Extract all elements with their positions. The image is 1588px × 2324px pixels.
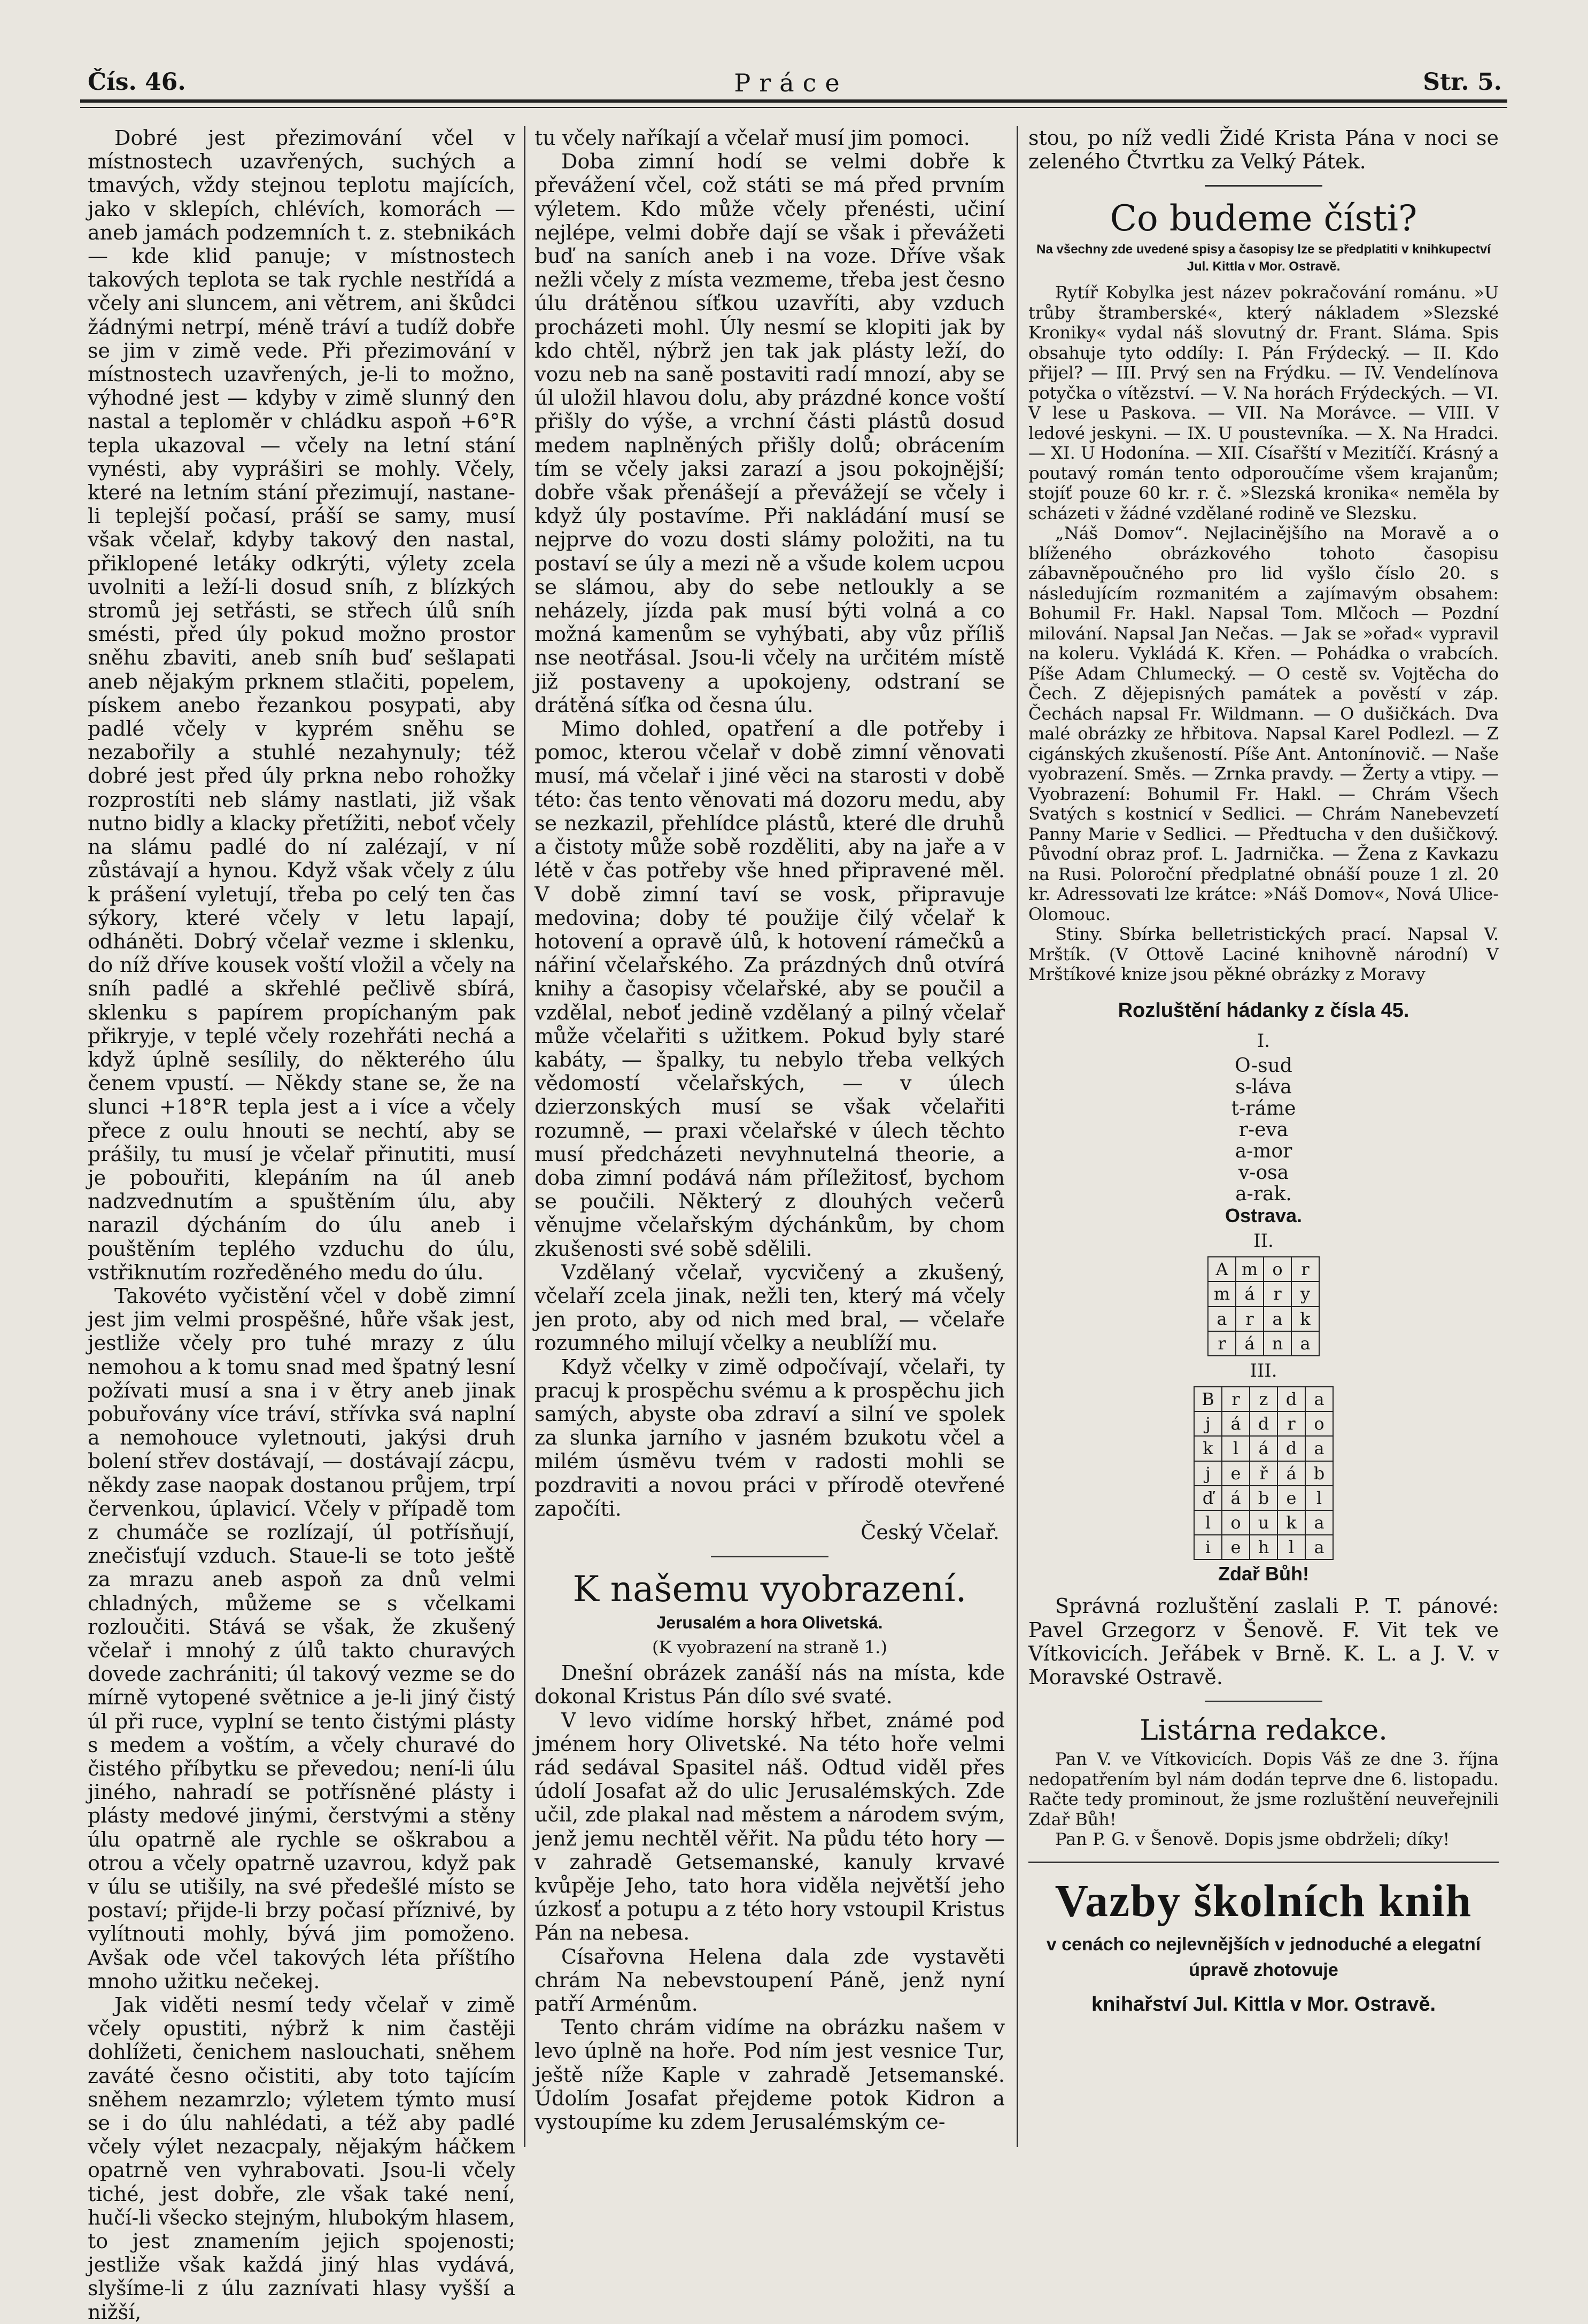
- col2-paragraph: tu včely naříkají a včelař musí jim pomoci.: [535, 126, 970, 150]
- grid-cell: a: [1208, 1307, 1236, 1331]
- grid-cell: d: [1250, 1411, 1277, 1436]
- book-entry: Rytíř Kobylka jest název pokračování románu. »U trůby štramberské«, který nákladem »Slezské Kroniky« vydal náš slovutný dr. Frant. Sláma. Spis obsahuje tyto oddíly: I. Pán Frýdecký. — II. Kdo přijel? — III. Prvý sen na Frýdku. — IV. Vendelínova potyčka o vítězství. — V. Na horách Frýdeckých. — VI. V lese u Paskova. — VII. Na Morávce. — VIII. V ledové jeskyni. — IX. U poustevníka. — X. Na Hradci. — XI. U Hodonína. — XII. Císařští v Mezitíčí. Krásný a poutavý román tento odporoučíme všem krajanům; stojíť pouze 60 kr. r. č. »Slezská kronika« neměla by scházeti v žádné vzdělané rodině ve Slezsku.: [1028, 282, 1499, 523]
- grid-cell: a: [1264, 1307, 1291, 1331]
- col3-intro: stou, po níž vedli Židé Krista Pána v noci se zeleného Čtvrtku za Velký Pátek.: [1028, 126, 1499, 174]
- grid-cell: B: [1194, 1387, 1222, 1411]
- col2-paragraph: Doba zimní hodí se velmi dobře k převážení včel, což státi se má před prvním výletem. Kdo může včely přenésti, učiní nejlépe, velmi dobře dají se však i převážeti buď na saních aneb i na voze. Dříve však nežli včely z místa vezmeme, třeba jest česno úlu drátěnou síťkou uzavříti, aby vzduch procházeti mohl. Úly nesmí se klopiti jak by kdo chtěl, nýbrž jen tak jak plásty leží, do vozu neb na saně postaviti radí mnozí, aby se úl uložil hlavou dolu, aby prázdné konce voští přišly do výše, a vrchní části plástů dosud medem naplněných přišly dolů; obrácením tím se včely jaksi zarazí a jsou pokojnější; dobře však přenášejí a převážejí se včely i když úly postavíme. Při nakládání musí se nejprve do vozu dosti slámy položiti, na tu postaví se úly a mezi ně a všude kolem ucpou se slámou, aby do sebe netloukly a se neházely, jízda pak musí býti volná a co možná kamenům se vyhýbati, aby vůz příliš nse neotřásal. Jsou-li včely na určitém místě již postaveny a upokojeny, odstraní se drátěná síťka od česna úlu.: [535, 150, 1005, 717]
- article2-paragraph: V levo vidíme horský hřbet, známé pod jménem hory Olivetské. Na této hoře velmi rád sedával Spasitel náš. Odtud viděl přes údolí Josafat až do ulic Jerusalémských. Zde učil, zde plakal nad městem a národem svým, jenž jemu nechtěl věřit. Na půdu této hory — v zahradě Getsemanské, kanuly krvavé kvůpěje Jeho, tato hora viděla největší jeho úzkosť a potupu a z této hory vstoupil Kristus Pán na nebesa.: [535, 1708, 1005, 1945]
- newspaper-title: Práce: [734, 68, 848, 97]
- puzzle-part-label: III.: [1250, 1360, 1277, 1381]
- column-3: [1028, 126, 1499, 2147]
- grid-cell: n: [1264, 1331, 1291, 1356]
- grid-cell: á: [1236, 1281, 1264, 1306]
- header-rule: [80, 99, 1507, 103]
- grid-cell: l: [1277, 1535, 1305, 1559]
- grid-cell: á: [1250, 1436, 1277, 1461]
- grid-cell: a: [1305, 1436, 1333, 1461]
- col2-paragraph: Když včelky v zimě odpočívají, včelaři, ty pracuj k prospěchu svému a k prospěchu jich samých, abyste oba zdraví a silní ve spolek za slunka jarního v jasném bzukotu včel a milém úsměvu tvém v radosti mohli se pozdraviti a novou práci v přírodě otevřené započíti.: [535, 1355, 1005, 1520]
- article2-paragraph: Císařovna Helena dala zde vystavěti chrám Na nebevstoupení Páně, jenž nyní patří Arménům.: [535, 1944, 1005, 2016]
- col2-paragraph: Vzdělaný včelař, vycvičený a zkušený, včelaří zcela jinak, nežli ten, který má včely jen proto, aby od nich med bral, — včelaře rozumného milují včelky a neublíží mu.: [535, 1260, 1005, 1355]
- col2-paragraph: Mimo dohled, opatření a dle potřeby i pomoc, kterou včelař v době zimní věnovati musí, má včelař i jiné věci na starosti v době této: čas tento věnovati má dozoru medu, aby se nezkazil, přehlídce plástů, které dle druhů a čistoty může sobě rozděliti, aby na jaře a v létě v čas potřeby vše hned připravené měl. V době zimní taví se vosk, připravuje medovina; doby té použije čilý včelař k hotovení a opravě úlů, k hotovení rámečků a nářiní včelařského. Za prázdných dnů otvírá knihy a časopisy včelařské, aby se poučil a vzdělal, neboť jedině vzdělaný a pilný včelař může včelařiti s užitkem. Pokud byly staré kabáty, — špalky, tu nebylo třeba velkých vědomostí včelařských, — v úlech dzierzonských musí se však včelařiti rozumně, — praxi včelařské v úlech těchto musí předcházeti nevyhnutelná theorie, a doba zimní podává nám příležitosť, bychom se poučili. Některý z dlouhých večerů věnujme včelařským dýchánkům, by chom zkušenosti své sobě sdělili.: [535, 717, 1005, 1261]
- section-title: Co budeme čísti?: [1110, 198, 1417, 240]
- article-note: (K vyobrazení na straně 1.): [652, 1637, 887, 1658]
- grid-cell: r: [1236, 1307, 1264, 1331]
- puzzle-word: a-rak.: [1235, 1183, 1292, 1206]
- grid-cell: m: [1236, 1257, 1264, 1281]
- grid-cell: e: [1222, 1461, 1250, 1486]
- puzzle-answer: Zdař Bůh!: [1218, 1563, 1309, 1585]
- grid-cell: á: [1277, 1461, 1305, 1486]
- advert-title: Vazby školních knih: [1055, 1874, 1473, 1926]
- grid-cell: y: [1291, 1281, 1319, 1306]
- grid-cell: o: [1264, 1257, 1291, 1281]
- grid-cell: r: [1291, 1257, 1319, 1281]
- grid-cell: a: [1305, 1510, 1333, 1535]
- grid-cell: u: [1250, 1510, 1277, 1535]
- puzzle-grid-2: [1207, 1256, 1320, 1356]
- col1-paragraph: Jak viděti nesmí tedy včelař v zimě včely opustiti, nýbrž k nim častěji dohlížeti, čenichem naslouchati, sněhem zaváté česno očistiti, aby toto tajícím sněhem nezamrzlo; výletem týmto musí se i do úlu nahlédati, a též aby padlé včely výlet nezacpaly, nějakým háčkem opatrně ven vyhrabovati. Jsou-li včely tiché, jest dobře, zle však také není, hučí-li všecko stejným, hlubokým hlasem, to jest znamením jejich spojenosti; jestliže však každá jiný hlas vydává, slyšíme-li z úlu zaznívati hlasy vyšší a nižší,: [88, 1993, 515, 2324]
- grid-cell: e: [1222, 1535, 1250, 1559]
- article-title: K našemu vyobrazení.: [572, 1569, 967, 1610]
- editorial-note: Pan V. ve Vítkovicích. Dopis Váš ze dne 3. října nedopatřením byl nám dodán teprve dne 6. listopadu. Račte tedy prominout, že jsme rozluštění neuveřejnili Zdař Bůh!: [1028, 1749, 1499, 1829]
- grid-cell: d: [1277, 1436, 1305, 1461]
- section-rule: [711, 1556, 828, 1557]
- col1-paragraph: Takovéto vyčistění včel v době zimní jest jim velmi prospěšné, hůře však jest, jestliže včely pro tuhé mrazy z úlu nemohou a k tomu snad med špatný lesní požívati musí a sna i v ětry aneb jinak pobuřovány více tráví, střívka svá naplní a nemohouce vyletnouti, jakýsi druh bolení střev dostávají, — dostávají zácpu, někdy zase naopak dostanou průjem, trpí červenkou, úplavicí. Včely v případě tom z chumáče se rozlízají, úl potřísňují, znečisťují vzduch. Staue-li se toto ještě za mrazu aneb aspoň za dnů velmi chladných, můžeme se s včelkami rozloučiti. Stává se však, že zkušený včelař i mnohý z úlů takto churavých dovede zachrániti; úl takový vezme se do mírně vytopené světnice a je-li jiný čistý úl při ruce, vyplní se tento čistými plásty s medem a voštím, a včely churavé do čistého příbytku se převedou; není-li úlu jiného, nahradí se potřísněné plásty i plásty medové jinými, čerstvými a stěny úlu opatrně ale rychle se oškrabou a otrou a včely opatrně uzavrou, když pak v úlu se utišily, na své předešlé místo se postaví; přijde-li brzy počasí příznivé, by vylítnouti mohly, bývá jim pomoženo. Avšak ode včel takových léta příštího mnoho užitku nečekej.: [88, 1284, 515, 1993]
- grid-cell: l: [1222, 1436, 1250, 1461]
- grid-cell: z: [1250, 1387, 1277, 1411]
- grid-cell: á: [1222, 1411, 1250, 1436]
- issue-number: Čís. 46.: [88, 68, 186, 96]
- grid-cell: b: [1250, 1486, 1277, 1510]
- grid-cell: m: [1208, 1281, 1236, 1306]
- book-entry: Stiny. Sbírka belletristických prací. Napsal V. Mrštík. (V Ottově Laciné knihovně národní) V Mrštíkové knize jsou pěkné obrázky z Moravy: [1028, 924, 1499, 985]
- puzzle-word: s-láva: [1235, 1076, 1292, 1099]
- article-subtitle: Jerusalém a hora Olivetská.: [656, 1613, 883, 1633]
- puzzle-word: v-osa: [1238, 1162, 1289, 1184]
- page-number: Str. 5.: [1423, 68, 1502, 96]
- grid-cell: a: [1291, 1331, 1319, 1356]
- grid-cell: i: [1194, 1535, 1222, 1559]
- puzzle-word: r-eva: [1238, 1119, 1289, 1141]
- grid-cell: ř: [1250, 1461, 1277, 1486]
- article2-paragraph: Dnešní obrázek zanáší nás na místa, kde dokonal Kristus Pán dílo své svaté.: [535, 1661, 1005, 1709]
- grid-cell: e: [1277, 1486, 1305, 1510]
- advert-text: v cenách co nejlevnějších v jednoduché a elegatní úpravě zhotovuje: [1046, 1934, 1481, 1980]
- book-entry: „Náš Domov“. Nejlacinějšího na Moravě a o blíženého obrázkového tohoto časopisu zábavněpoučného pro lid vyšlo číslo 20. s následujícím rozmanitém a zajímavým obsahem: Bohumil Fr. Hakl. Napsal Tom. Mlčoch — Pozdní milování. Napsal Jan Nečas. — Jak se »ořad« vypravil na koleru. Vykládá K. Křen. — Pohádka o vrabcích. Píše Adam Chlumecký. — O cestě sv. Vojtěcha do Čech. Z dějepisných památek a pověstí v záp. Čechách napsal Fr. Wildmann. — O dušičkách. Dva malé obrázky ze hřbitova. Napsal Karel Podlezl. — Z cigánských zkušeností. Píše Ant. Antonínovič. — Naše vyobrazení. Směs. — Zrnka pravdy. — Žerty a vtipy. — Vyobrazení: Bohumil Fr. Hakl. — Chrám Všech Svatých s kostnicí v Sedlici. — Chrám Nanebevzetí Panny Marie v Sedlici. — Předtucha v den dušičkový. Původní obraz prof. L. Jadrnička. — Žena z Kavkazu na Rusi. Poloroční předplatné obnáší pouze 1 zl. 20 kr. Adressovati lze krátce: »Náš Domov«, Nová Ulice-Olomouc.: [1028, 523, 1499, 924]
- grid-cell: á: [1222, 1486, 1250, 1510]
- ad-rule: [1028, 1862, 1499, 1863]
- grid-cell: r: [1222, 1387, 1250, 1411]
- grid-cell: A: [1208, 1257, 1236, 1281]
- grid-cell: o: [1305, 1411, 1333, 1436]
- section-rule: [1205, 1701, 1322, 1702]
- grid-cell: o: [1222, 1510, 1250, 1535]
- grid-cell: a: [1305, 1387, 1333, 1411]
- column-1: [88, 126, 515, 2324]
- grid-cell: k: [1277, 1510, 1305, 1535]
- puzzle-part-label: I.: [1257, 1030, 1271, 1052]
- puzzle-word: O-sud: [1235, 1055, 1292, 1077]
- grid-cell: r: [1208, 1331, 1236, 1356]
- grid-cell: l: [1194, 1510, 1222, 1535]
- grid-cell: k: [1194, 1436, 1222, 1461]
- grid-cell: r: [1264, 1281, 1291, 1306]
- grid-cell: j: [1194, 1411, 1222, 1436]
- grid-cell: k: [1291, 1307, 1319, 1331]
- advert-shop: knihařství Jul. Kittla v Mor. Ostravě.: [1091, 1993, 1436, 2016]
- section-note: Na všechny zde uvedené spisy a časopisy lze se předplatiti v knihkupectví Jul. Kittla v Mor. Ostravě.: [1036, 242, 1491, 274]
- editorial-note: Pan P. G. v Šenově. Dopis jsme obdrželi; díky!: [1055, 1829, 1450, 1850]
- puzzle-answer: Ostrava.: [1225, 1205, 1303, 1227]
- puzzle-word: a-mor: [1235, 1140, 1292, 1163]
- column-2: [535, 126, 1005, 2147]
- column-divider-1: [524, 126, 525, 2147]
- puzzle-solvers: Správná rozluštění zaslali P. T. pánové: Pavel Grzegorz v Šenově. F. Vit tek ve Vítkovicích. Jeřábek v Brně. K. L. a J. V. v Moravské Ostravě.: [1028, 1594, 1499, 1689]
- grid-cell: a: [1305, 1535, 1333, 1559]
- col1-paragraph: Dobré jest přezimování včel v místnostech uzavřených, suchých a tmavých, vždy stejnou teplotu majících, jako v sklepích, chlévích, komorách — aneb jamách podzemních t. z. stebnikách — kde klid panuje; v místnostech takových teplota se tak rychle nestřídá a včely ani sluncem, ani větrem, ani škůdci žádnými netrpí, méně tráví a tudíž dobře se jim v zimě vede. Při přezimování v místnostech uzavřených, je-li to možno, výhodné jest — kdyby v zimě slunný den nastal a teploměr v chládku aspoň +6°R tepla ukazoval — včely na letní stání vynésti, aby vypráširi se mohly. Včely, které na letním stání přezimují, nastane-li teplejší počasí, práší se samy, musí však včelař, kdyby takový den nastal, přiklopené letáky odkrýti, výlety zcela uvolniti a leží-li dosud sníh, z blízkých stromů jej setřásti, se střech úlů sníh smésti, před úly pokud možno prostor sněhu zbaviti, aneb sníh buď sešlapati aneb nějakým prknem stlačiti, popelem, pískem anebo řezankou posypati, aby padlé včely v kyprém sněhu se nezabořily a stuhlé nezahynuly; též dobré jest před úly prkna nebo rohožky rozprostíti neb slámy nastlati, již však nutno bidly a klacky přetížiti, neboť včely na slámu padlé do ní zalézají, v ní zůstávají a hynou. Když však včely z úlu k prášení vyletují, třeba po celý ten čas sýkory, které včely v letu lapají, odháněti. Dobrý včelař vezme i sklenku, do níž dříve kousek voští vložil a včely na sníh padlé a skřehlé pečlivě sbírá, sklenku s papírem propíchaným pak přikryje, v teplé včely rozehřáti nechá a když úplně sesílily, do některého úlu čenem vpustí. — Někdy stane se, že na slunci +18°R tepla jest a i více a včely přece z oulu hnouti se nechtí, aby se prášily, tu musí je včelař přinutiti, musí je pobouřiti, klepáním na úl aneb nadzvednutím a spuštěním úlu, aby narazil dýcháním do úlu aneb i pouštěním teplého vzduchu do úlu, vstřiknutím rozředěného medu do úlu.: [88, 126, 515, 1284]
- grid-cell: d: [1277, 1387, 1305, 1411]
- column-divider-2: [1017, 126, 1018, 2147]
- grid-cell: l: [1305, 1486, 1333, 1510]
- grid-cell: ď: [1194, 1486, 1222, 1510]
- puzzle-grid-3: [1194, 1386, 1334, 1560]
- grid-cell: á: [1236, 1331, 1264, 1356]
- grid-cell: b: [1305, 1461, 1333, 1486]
- puzzle-title: Rozluštění hádanky z čísla 45.: [1118, 999, 1409, 1022]
- grid-cell: j: [1194, 1461, 1222, 1486]
- article2-paragraph: Tento chrám vidíme na obrázku našem v levo úplně na hoře. Pod ním jest vesnice Tur, ještě níže Kaple v zahradě Jetsemanské. Údolím Josafat přejdeme potok Kidron a vystoupíme ku zdem Jerusalémským ce-: [535, 2016, 1005, 2134]
- article-signature: Český Včelař.: [861, 1520, 1000, 1544]
- header-rule-thin: [80, 107, 1507, 108]
- editorial-title: Listárna redakce.: [1140, 1715, 1388, 1747]
- section-rule: [1205, 185, 1322, 187]
- grid-cell: h: [1250, 1535, 1277, 1559]
- puzzle-part-label: II.: [1253, 1230, 1274, 1252]
- grid-cell: r: [1277, 1411, 1305, 1436]
- puzzle-word: t-ráme: [1231, 1098, 1296, 1120]
